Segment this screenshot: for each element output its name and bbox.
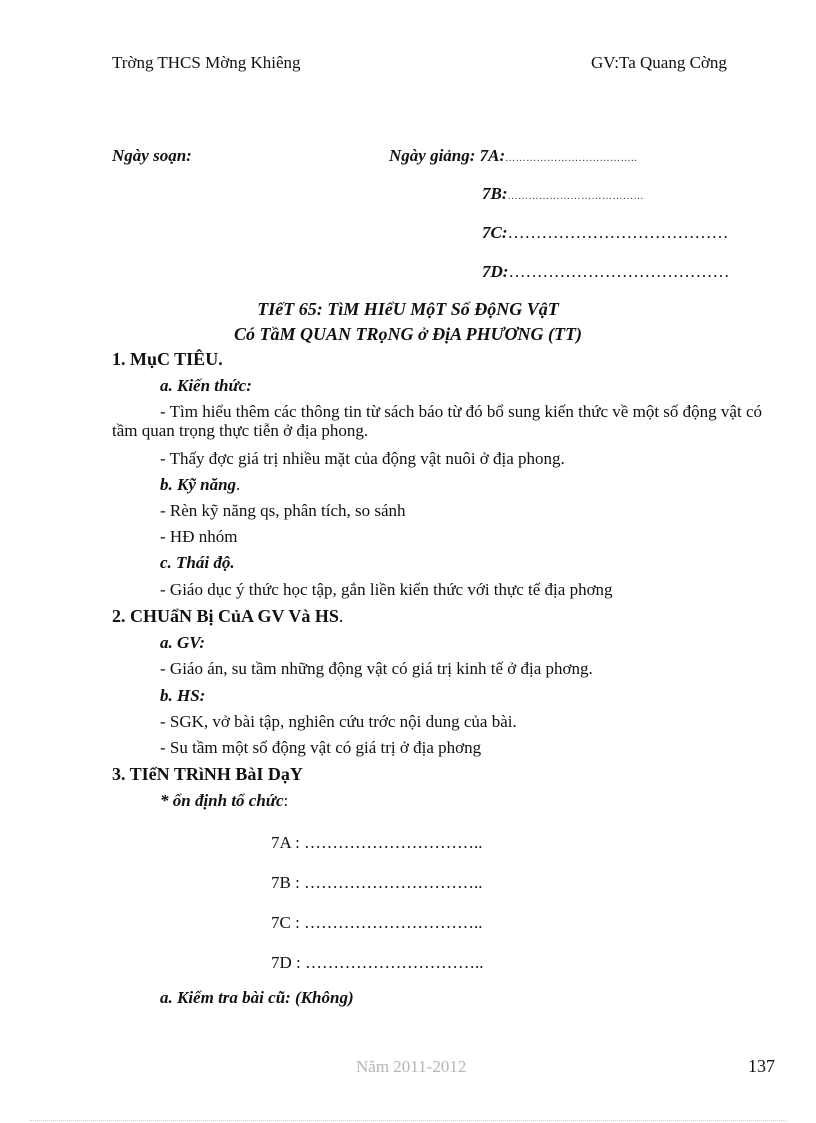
stable-suffix: : (283, 791, 289, 810)
page-number: 137 (748, 1056, 775, 1076)
section-1-heading: 1. MụC TIÊU. (112, 349, 223, 369)
teach-date-row-7c (482, 223, 729, 243)
teach-date-row-7a (389, 146, 637, 166)
footer-year: Năm 2011-2012 (356, 1057, 467, 1076)
row-7c-dots: ………………………………… (507, 223, 729, 242)
row-7b-label: 7B: (482, 184, 508, 203)
teach-date-row-7b (482, 184, 644, 204)
sec2-a-heading: a. GV: (160, 633, 206, 652)
stable-heading-row (160, 791, 288, 811)
section-3-heading: 3. TIếN TRìNH BàI DạY (112, 764, 303, 784)
header-teacher: GV:Ta Quang Cờng (591, 53, 727, 72)
teach-date-row-7d (482, 262, 729, 282)
sec2-a-paragraph-1: - Giáo án, su tầm những động vật có giá trị kinh tế ở địa phơng. (160, 659, 593, 678)
header-school: Trờng THCS Mờng Khiêng (112, 53, 301, 72)
teach-7a-dots: ……………………………….. (505, 153, 638, 164)
row-7b-dots: ………………………………… (507, 191, 644, 202)
page-bottom-border (30, 1120, 786, 1121)
prep-date-label: Ngày soạn: (112, 146, 192, 165)
sec1-a-heading: a. Kiến thức: (160, 376, 252, 395)
sec1-b-suffix: . (236, 475, 241, 494)
row-7d-dots: ………………………………… (508, 262, 730, 281)
sec2-b-paragraph-2: - Su tầm một số động vật có giá trị ở địa phơng (160, 738, 482, 757)
class-row-7c: 7C : ………………………….. (271, 913, 483, 932)
title-line-1: TIếT 65: TìM HIểU MộT Số ĐộNG VậT (257, 299, 559, 319)
sec1-c-paragraph-1: - Giáo dục ý thức học tập, gắn liền kiến thức với thực tế địa phơng (160, 580, 613, 599)
sec1-b-paragraph-2: - HĐ nhóm (160, 527, 238, 546)
sec1-a-paragraph-2: - Thấy đợc giá trị nhiều mặt của động vật nuôi ở địa phong. (160, 449, 565, 468)
sec1-b-heading-row (160, 475, 240, 495)
check-old-lesson-heading: a. Kiểm tra bài cũ: (Không) (160, 988, 354, 1007)
row-7d-label: 7D: (482, 262, 509, 281)
sec1-c-heading: c. Thái độ. (160, 553, 235, 572)
sec1-a-paragraph-1: - Tìm hiểu thêm các thông tin từ sách báo từ đó bổ sung kiến thức về một số động vật có tầm quan trọng thực tiễn ở địa phong. (112, 402, 762, 440)
section-2-heading: 2. CHUẩN Bị CủA GV Và HS (112, 606, 339, 626)
section-2-heading-row (112, 606, 343, 627)
sec1-b-paragraph-1: - Rèn kỹ năng qs, phân tích, so sánh (160, 501, 406, 520)
title-line-2: Có TầM QUAN TRọNG ở ĐịA PHƯƠNG (TT) (233, 324, 583, 344)
stable-heading: * ổn định tổ chức (160, 791, 284, 810)
class-row-7a: 7A : ………………………….. (271, 833, 483, 852)
sec2-b-heading: b. HS: (160, 686, 206, 705)
teach-date-label: Ngày giảng: 7A: (389, 146, 506, 165)
row-7c-label: 7C: (482, 223, 508, 242)
section-2-suffix: . (338, 606, 344, 626)
sec2-b-paragraph-1: - SGK, vở bài tập, nghiên cứu trớc nội dung của bài. (160, 712, 517, 731)
class-row-7b: 7B : ………………………….. (271, 873, 483, 892)
class-row-7d: 7D : ………………………….. (271, 953, 484, 972)
sec1-b-heading: b. Kỹ năng (160, 475, 237, 494)
